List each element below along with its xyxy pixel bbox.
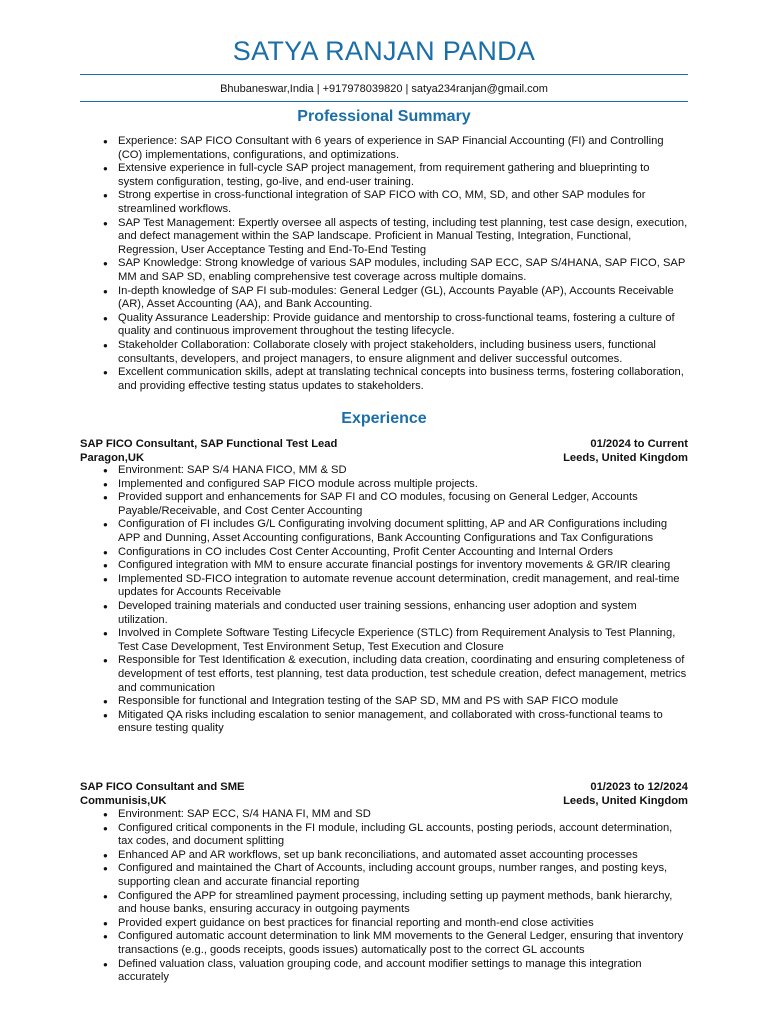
bullet-item: ● Implemented SD-FICO integration to automate revenue account determination, credit management, and real-time updates for Accounts Receivable <box>80 573 688 600</box>
bullet-item: ● Implemented and configured SAP FICO module across multiple projects. <box>80 478 688 492</box>
bullet-item: ● Involved in Complete Software Testing Lifecycle Experience (STLC) from Requirement Analysis to Test Planning, Test Case Development, Test Environment Setup, Test Execution and Closure <box>80 627 688 654</box>
job-2-subheader <box>80 794 688 808</box>
experience-heading: Experience <box>341 410 427 427</box>
bullet-item: ● In-depth knowledge of SAP FI sub-modules: General Ledger (GL), Accounts Payable (AP), Accounts Receivable (AR), Asset Accounting (AA), and Bank Accounting. <box>80 285 688 312</box>
bullet-item: ● Environment: SAP ECC, S/4 HANA FI, MM and SD <box>80 808 688 822</box>
bullet-item: ● Strong expertise in cross-functional integration of SAP FICO with CO, MM, SD, and other SAP modules for streamlined workflows. <box>80 189 688 216</box>
bullet-item: ● SAP Test Management: Expertly oversee all aspects of testing, including test planning, test case design, execution, and defect management within the SAP landscape. Proficient in Manual Testing, Integration, Functional, Regression, User Acceptance Testing and End-To-End Testing <box>80 217 688 258</box>
bullet-item: ● Stakeholder Collaboration: Collaborate closely with project stakeholders, including business users, functional consultants, developers, and project managers, to ensure alignment and deliver successful outcomes. <box>80 339 688 366</box>
bullet-item: ● Developed training materials and conducted user training sessions, enhancing user adoption and system utilization. <box>80 600 688 627</box>
job-1-subheader <box>80 451 688 465</box>
bullet-item: ● Configuration of FI includes G/L Configurating involving document splitting, AP and AR Configurations including APP and Dunning, Asset Accounting configurations, Bank Accounting Configurations and Tax Configurations <box>80 518 688 545</box>
bullet-item: ● Configured integration with MM to ensure accurate financial postings for inventory movements & GR/IR clearing <box>80 559 688 573</box>
summary-list <box>80 135 688 393</box>
job-2-duties <box>80 808 688 985</box>
job-1-duties <box>80 464 688 736</box>
job-2-header <box>80 780 688 794</box>
bullet-item: ● Extensive experience in full-cycle SAP project management, from requirement gathering and blueprinting to system configuration, testing, go-live, and end-user training. <box>80 162 688 189</box>
bullet-item: ● Mitigated QA risks including escalation to senior management, and collaborated with cross-functional teams to ensure testing quality <box>80 709 688 736</box>
job-2-company: Communisis,UK <box>80 795 167 807</box>
bullet-item: ● Configured automatic account determination to link MM movements to the General Ledger, ensuring that inventory transactions (e.g., goods receipts, goods issues) automatically post to the correct GL accounts <box>80 930 688 957</box>
bullet-item: ● Provided support and enhancements for SAP FI and CO modules, focusing on General Ledger, Accounts Payable/Receivable, and Cost Center Accounting <box>80 491 688 518</box>
job-2-dates: 01/2023 to 12/2024 <box>590 781 688 793</box>
bullet-item: ● Environment: SAP S/4 HANA FICO, MM & SD <box>80 464 688 478</box>
bullet-item: ● Excellent communication skills, adept at translating technical concepts into business terms, fostering collaboration, and providing effective testing status updates to stakeholders. <box>80 366 688 393</box>
job-1-dates: 01/2024 to Current <box>590 438 688 450</box>
bullet-item: ● Configured the APP for streamlined payment processing, including setting up payment methods, bank hierarchy, and house banks, ensuring accuracy in outgoing payments <box>80 890 688 917</box>
bullet-item: ● Configured critical components in the FI module, including GL accounts, posting periods, account determination, tax codes, and document splitting <box>80 822 688 849</box>
bullet-item: ● Responsible for Test Identification & execution, including data creation, coordinating and ensuring completeness of development of test efforts, test planning, test data production, test schedule creation, defect management, metrics and communication <box>80 654 688 695</box>
bullet-item: ● Defined valuation class, valuation grouping code, and account modifier settings to manage this integration accurately <box>80 958 688 985</box>
bullet-item: ● Experience: SAP FICO Consultant with 6 years of experience in SAP Financial Accounting (FI) and Controlling (CO) implementations, configurations, and optimizations. <box>80 135 688 162</box>
header-divider <box>80 74 688 75</box>
contact-info: Bhubaneswar,India | +917978039820 | satya234ranjan@gmail.com <box>220 83 548 95</box>
summary-heading: Professional Summary <box>297 108 471 125</box>
candidate-name: SATYA RANJAN PANDA <box>232 36 536 66</box>
bullet-item: ● Responsible for functional and Integration testing of the SAP SD, MM and PS with SAP FICO module <box>80 695 688 709</box>
contact-divider <box>80 101 688 102</box>
job-2-role: SAP FICO Consultant and SME <box>80 781 245 793</box>
bullet-item: ● Configured and maintained the Chart of Accounts, including account groups, number ranges, and posting keys, supporting clean and accurate financial reporting <box>80 862 688 889</box>
job-1-company: Paragon,UK <box>80 452 145 464</box>
job-1-header <box>80 437 688 451</box>
bullet-item: ● SAP Knowledge: Strong knowledge of various SAP modules, including SAP ECC, SAP S/4HANA, SAP FICO, SAP MM and SAP SD, enabling comprehensive test coverage across multiple domains. <box>80 257 688 284</box>
job-1-role: SAP FICO Consultant, SAP Functional Test Lead <box>80 438 338 450</box>
bullet-item: ● Enhanced AP and AR workflows, set up bank reconciliations, and automated asset accounting processes <box>80 849 688 863</box>
bullet-item: ● Provided expert guidance on best practices for financial reporting and month-end close activities <box>80 917 688 931</box>
bullet-item: ● Configurations in CO includes Cost Center Accounting, Profit Center Accounting and Internal Orders <box>80 546 688 560</box>
job-2-location: Leeds, United Kingdom <box>563 795 688 807</box>
bullet-item: ● Quality Assurance Leadership: Provide guidance and mentorship to cross-functional teams, fostering a culture of quality and continuous improvement throughout the testing lifecycle. <box>80 312 688 339</box>
job-1-location: Leeds, United Kingdom <box>563 452 688 464</box>
